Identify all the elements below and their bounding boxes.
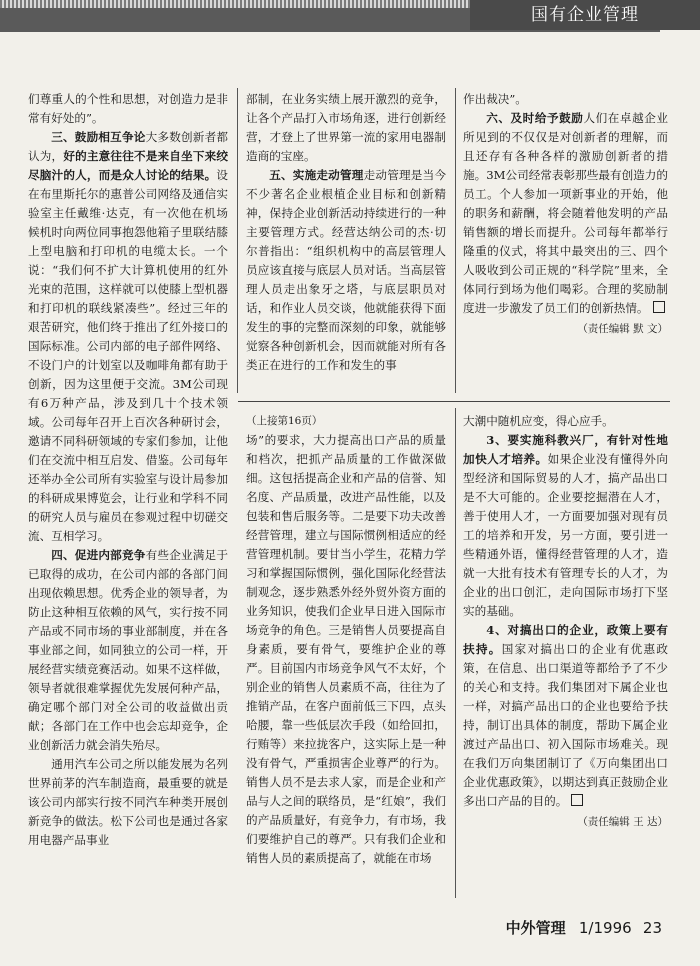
subheading: 四、促进内部竞争 bbox=[51, 548, 146, 562]
page-header bbox=[0, 0, 700, 38]
continuation-note: （上接第16页） bbox=[246, 415, 323, 427]
column-rule bbox=[455, 88, 456, 393]
column-1 bbox=[28, 90, 228, 850]
column-2 bbox=[246, 90, 446, 375]
paragraph: 大潮中随机应变，得心应手。 bbox=[463, 414, 614, 428]
paragraph: 们尊重人的个性和思想，对创造力是非常有好处的”。 bbox=[28, 92, 228, 125]
issue-number: 1/1996 bbox=[578, 919, 632, 937]
editor-credit: （责任编辑 王 达） bbox=[577, 816, 668, 828]
column-3 bbox=[463, 90, 668, 339]
subheading: 3、要实施科教兴厂，有针对性地加快人才培养。 bbox=[463, 433, 668, 466]
paragraph: 场”的要求，大力提高出口产品的质量和档次，把抓产品质量的工作做深做细。这包括提高企业和产品的信誉、知名度、产品质量，改进产品性能，以及包装和售后服务等。二是要下功夫改善经营管理，建立与国际惯例相适应的经营管理机制。要甘当小学生，花精力学习和掌握国际惯例，强化国际化经营法制观念，逐步熟悉外经外贸外资方面的业务知识，使我们企业早日进入国际市场竞争的角色。三是销售人员要提高自身素质，要有骨气，要维护企业的尊严。目前国内市场竞争风气不太好，个别企业的销售人员素质不高，往往为了推销产品，在客户面前低三下四，点头哈腰，靠一些低层次手段（如给回扣，行贿等）来拉拢客户，这实际上是一种没有骨气，严重损害企业尊严的行为。销售人员不是去求人家，而是企业和产品与人之间的联络员，是“红娘”，我们的产品质量好，有竞争力，有市场，我们要维护自己的尊严。只有我们企业和销售人员的素质提高了，就能在市场 bbox=[246, 433, 446, 865]
end-mark-icon bbox=[571, 794, 583, 806]
journal-name: 中外管理 bbox=[505, 919, 566, 937]
subheading: 4、对搞出口的企业，政策上要有扶持。 bbox=[463, 623, 668, 656]
paragraph bbox=[28, 755, 228, 850]
paragraph bbox=[463, 621, 668, 811]
section-title: 国有企业管理 bbox=[470, 0, 700, 30]
column-rule bbox=[455, 408, 456, 898]
text: 设在布里斯托尔的惠普公司网络及通信实验室主任戴维·达克，有一次他在机场候机时向两位同事抱怨他箱子里联结膝上型电脑和打印机的电缆太长。一个说：“我们何不扩大计算机使用的红外光束的范围，这样就可以使膝上型机器和打印机的联线紧凑些”。经过三年的艰苦研究，他们终于推出了红外接口的国际标准。公司内部的电子部件网络、不设门户的计划室以及咖啡角都有助于创新，因为这里便于交流。3M公司现有6万种产品，涉及到几十个技术领域。公司每年召开上百次各种研讨会，邀请不同科研领域的专家们参加，让他们在交流中相互启发、借鉴。公司每年还举办全公司所有实验室与设计局参加的科研成果博览会，让行业和学科不同的研究人员与雇员在参观过程中切磋交流、互相学习。 bbox=[28, 168, 228, 543]
paragraph bbox=[463, 431, 668, 621]
text: 走动管理是当今不少著名企业根植企业目标和创新精神，保持企业创新活动持续进行的一种主要管理方式。经营达纳公司的杰·切尔普指出：“组织机构中的高层管理人员应该直接与底层人员对话。当高层管理人员走出象牙之塔，与底层职员对话，和作业人员交谈，他就能获得下面发生的事的完整而深刻的印象，就能够觉察各种创新机会，因而就能对所有各类正在进行的工作和发生的事 bbox=[246, 168, 446, 372]
text: 大多数创新者都认为， bbox=[28, 130, 228, 163]
column-5 bbox=[463, 412, 668, 832]
section-divider bbox=[238, 401, 670, 402]
column-4 bbox=[246, 412, 446, 868]
paragraph: 作出裁决”。 bbox=[463, 92, 527, 106]
paragraph bbox=[463, 109, 668, 318]
text: 人们在卓越企业所见到的不仅仅是对创新者的理解，而且还存有各种各样的激励创新者的措施。3M公司经常表彰那些最有创造力的员工。个人参加一项新事业的开始，他的职务和薪酬，将会随着他发明的产品销售额的增长而提升。公司每年都举行隆重的仪式，将其中最突出的三、四个人吸收到公司正规的“科学院”里来，全体同行到场为他们喝彩。合理的奖励制度进一步激发了员工们的创新热情。 bbox=[463, 111, 668, 315]
paragraph bbox=[28, 546, 228, 755]
paragraph bbox=[28, 128, 228, 546]
text: 如果企业没有懂得外向型经济和国际贸易的人才，搞产品出口是不大可能的。企业要挖掘潜在人才，善于使用人才，一方面要加强对现有员工的培养和开发，另一方面，要引进一些精通外语，懂得经营管理的人才，造就一大批有技术有管理专长的人才，为企业的出口创汇，走向国际市场打下坚实的基础。 bbox=[463, 452, 668, 618]
paragraph: 部制，在业务实绩上展开激烈的竞争，让各个产品打入市场角逐，进行创新经营，才登上了世界第一流的家用电器制造商的宝座。 bbox=[246, 92, 446, 163]
subheading: 五、实施走动管理 bbox=[269, 168, 364, 182]
text: 通用汽车公司之所以能发展为名列世界前茅的汽车制造商，最重要的就是该公司内部实行按不同汽车种类开展创新竞争的做法。松下公司也是通过各家用电器产品事业 bbox=[28, 757, 228, 847]
text: 国家对搞出口的企业有优惠政策，在信息、出口渠道等都给予了不少的关心和支持。我们集团对下属企业也一样，对搞产品出口的企业也要给予扶持，制订出具体的制度，帮助下属企业渡过产品出口、初入国际市场难关。现在我们万向集团制订了《万向集团出口企业优惠政策》，以期达到真正鼓励企业多出口产品的目的。 bbox=[463, 642, 668, 808]
page-number: 23 bbox=[642, 919, 662, 937]
end-mark-icon bbox=[653, 301, 665, 313]
column-rule bbox=[237, 88, 238, 393]
emphasis: 好的主意往往不是来自坐下来绞尽脑汁的人，而是众人讨论的结果。 bbox=[28, 149, 228, 182]
text: 有些企业满足于已取得的成功，在公司内部的各部门间出现依赖思想。优秀企业的领导者，为防止这种相互依赖的风气，实行按不同产品或不同市场的事业部制度，并在各事业部之间，如同独立的公司一样，开展经营实绩竞赛活动。如果不这样做，领导者就很难掌握优先发展何种产品，确定哪个部门对全公司的收益做出贡献；各部门在工作中也会忘却竞争，企业创新活力就会消失殆尽。 bbox=[28, 548, 228, 752]
subheading: 三、鼓励相互争论 bbox=[51, 130, 146, 144]
editor-credit: （责任编辑 默 文） bbox=[577, 323, 668, 335]
page-footer bbox=[506, 917, 662, 938]
paragraph bbox=[246, 166, 446, 375]
subheading: 六、及时给予鼓励 bbox=[486, 111, 584, 125]
